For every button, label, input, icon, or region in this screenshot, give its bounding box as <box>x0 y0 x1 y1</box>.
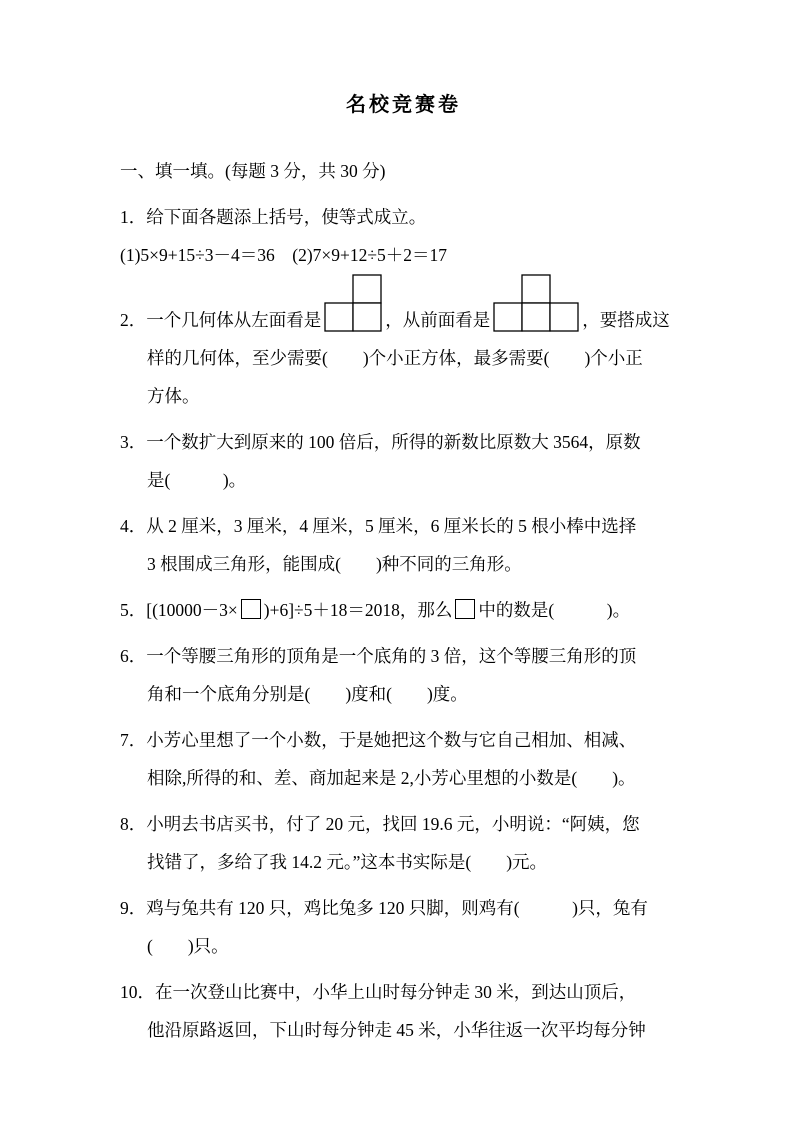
question-4 <box>120 507 687 583</box>
question-4-line-1: 4．从 2 厘米，3 厘米，4 厘米，5 厘米，6 厘米长的 5 根小棒中选择 <box>120 516 637 536</box>
question-2 <box>120 274 687 415</box>
question-10-line-2: 他沿原路返回，下山时每分钟走 45 米，小华往返一次平均每分钟 <box>147 1020 646 1040</box>
blank-box-icon <box>455 599 475 619</box>
question-2-line-1 <box>120 274 687 339</box>
question-2-segment-3: ，要搭成这 <box>582 310 670 330</box>
question-2-segment-2: ，从前面看是 <box>385 310 491 330</box>
question-5-segment-3: 中的数是( )。 <box>478 600 631 620</box>
question-7-line-1: 7．小芳心里想了一个小数，于是她把这个数与它自己相加、相减、 <box>120 730 637 750</box>
question-10 <box>120 973 687 1049</box>
question-5-line-1 <box>120 591 687 629</box>
question-6 <box>120 637 687 713</box>
question-8-line-2: 找错了，多给了我 14.2 元。”这本书实际是( )元。 <box>147 852 548 872</box>
question-9 <box>120 889 687 965</box>
question-5-segment-1: 5．[(10000－3× <box>120 600 238 620</box>
question-2-line-2: 样的几何体，至少需要( )个小正方体，最多需要( )个小正 <box>147 348 643 368</box>
question-4-line-2: 3 根围成三角形，能围成( )种不同的三角形。 <box>147 554 522 574</box>
section-heading: 一、填一填。(每题 3 分，共 30 分) <box>120 161 386 181</box>
question-3 <box>120 423 687 499</box>
question-9-line-1: 9．鸡与兔共有 120 只，鸡比兔多 120 只脚，则鸡有( )只，兔有 <box>120 898 648 918</box>
question-7-line-2: 相除,所得的和、差、商加起来是 2,小芳心里想的小数是( )。 <box>147 768 636 788</box>
question-8-line-1: 8．小明去书店买书，付了 20 元，找回 19.6 元，小明说：“阿姨，您 <box>120 814 640 834</box>
question-6-line-1: 6．一个等腰三角形的顶角是一个底角的 3 倍，这个等腰三角形的顶 <box>120 646 637 666</box>
exam-title: 名校竞赛卷 <box>346 94 461 116</box>
question-1-line-1: 1．给下面各题添上括号，使等式成立。 <box>120 207 427 227</box>
question-7 <box>120 721 687 797</box>
question-8 <box>120 805 687 881</box>
question-3-line-1: 3．一个数扩大到原来的 100 倍后，所得的新数比原数大 3564，原数 <box>120 432 641 452</box>
question-3-line-2: 是( )。 <box>147 470 247 490</box>
question-1-line-2: (1)5×9+15÷3－4＝36 (2)7×9+12÷5＋2＝17 <box>120 245 447 265</box>
blank-box-icon <box>241 599 261 619</box>
left-view-shape-icon <box>324 274 382 332</box>
question-10-line-1: 10．在一次登山比赛中，小华上山时每分钟走 30 米，到达山顶后， <box>120 982 637 1002</box>
question-1 <box>120 198 687 274</box>
front-view-shape-icon <box>493 274 579 332</box>
question-6-line-2: 角和一个底角分别是( )度和( )度。 <box>147 684 468 704</box>
question-5 <box>120 591 687 629</box>
question-5-segment-2: )+6]÷5＋18＝2018，那么 <box>263 600 453 620</box>
question-2-line-3: 方体。 <box>147 386 200 406</box>
question-9-line-2: ( )只。 <box>147 936 229 956</box>
question-2-segment-1: 2．一个几何体从左面看是 <box>120 310 322 330</box>
